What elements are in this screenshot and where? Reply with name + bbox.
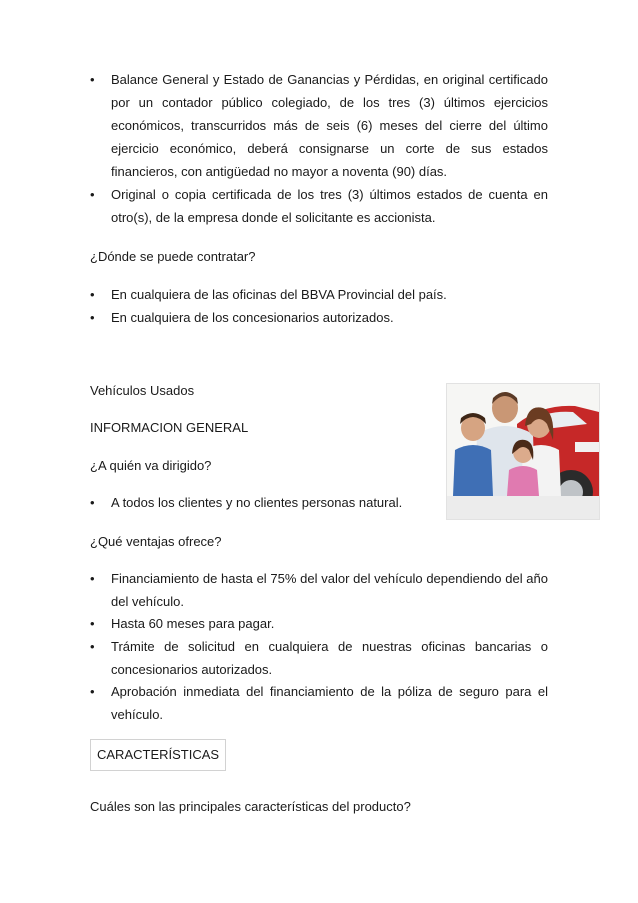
list-item <box>90 283 548 306</box>
list-item <box>90 680 548 726</box>
where-question: ¿Dónde se puede contratar? <box>90 249 256 264</box>
section-title: Vehículos Usados <box>90 383 195 398</box>
characteristics-question: Cuáles son las principales características del producto? <box>90 799 411 814</box>
advantages-question: ¿Qué ventajas ofrece? <box>90 534 222 549</box>
characteristics-heading: CARACTERÍSTICAS <box>90 739 226 771</box>
list-item-text: Aprobación inmediata del financiamiento de la póliza de seguro para el vehículo. <box>111 684 548 722</box>
list-item-text: A todos los clientes y no clientes personas natural. <box>111 495 403 510</box>
who-question: ¿A quién va dirigido? <box>90 458 212 473</box>
list-item <box>90 68 548 183</box>
list-item-text: Original o copia certificada de los tres (3) últimos estados de cuenta en otro(s), de la empresa donde el solicitante es accionista. <box>111 187 548 225</box>
list-item <box>90 491 420 514</box>
list-item <box>90 567 548 613</box>
bullet-icon: • <box>90 187 95 202</box>
bullet-icon: • <box>90 571 95 586</box>
bullet-icon: • <box>90 684 95 699</box>
bullet-icon: • <box>90 639 95 654</box>
bullet-icon: • <box>90 72 95 87</box>
list-item <box>90 306 548 329</box>
family-car-illustration <box>447 384 599 519</box>
bullet-icon: • <box>90 287 95 302</box>
list-item-text: En cualquiera de las oficinas del BBVA Provincial del país. <box>111 287 447 302</box>
family-car-photo <box>446 383 600 520</box>
list-item-text: Balance General y Estado de Ganancias y Pérdidas, en original certificado por un contador público colegiado, de los tres (3) últimos ejercicios económicos, transcurridos más de seis (6) meses del cierre del último ejercicio económico, deberá consignarse un corte de sus estados financieros, con antigüedad no mayor a noventa (90) días. <box>111 72 548 179</box>
bullet-icon: • <box>90 495 95 510</box>
list-item <box>90 635 548 681</box>
list-item-text: Financiamiento de hasta el 75% del valor del vehículo dependiendo del año del vehículo. <box>111 571 548 609</box>
bullet-icon: • <box>90 616 95 631</box>
general-info-heading: INFORMACION GENERAL <box>90 420 249 435</box>
list-item-text: Trámite de solicitud en cualquiera de nuestras oficinas bancarias o concesionarios autorizados. <box>111 639 548 677</box>
list-item-text: Hasta 60 meses para pagar. <box>111 616 275 631</box>
list-item <box>90 612 548 635</box>
list-item <box>90 183 548 229</box>
bullet-icon: • <box>90 310 95 325</box>
list-item-text: En cualquiera de los concesionarios autorizados. <box>111 310 394 325</box>
